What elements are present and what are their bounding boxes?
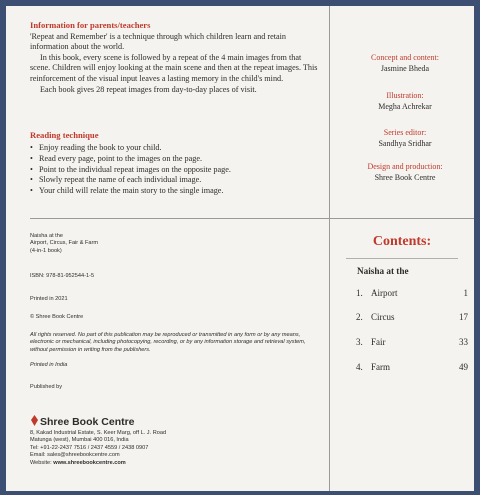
credit-name: Sandhya Sridhar bbox=[378, 138, 432, 148]
credit-design bbox=[340, 162, 470, 183]
parents-heading: Information for parents/teachers bbox=[30, 20, 151, 30]
toc-page: 49 bbox=[459, 362, 468, 372]
credit-name: Jasmine Bheda bbox=[380, 63, 430, 73]
phone: Tel: +91-22-2437 7516 / 2437 4559 / 2438 0907 bbox=[30, 444, 149, 451]
published-by: Published by bbox=[30, 384, 63, 390]
reading-item: • Your child will relate the main story to the single image. bbox=[30, 186, 320, 197]
toc-page: 17 bbox=[459, 312, 468, 322]
credit-role: Concept and content: bbox=[371, 53, 439, 62]
toc-page: 33 bbox=[459, 337, 468, 347]
toc-label: Fair bbox=[371, 337, 386, 347]
reading-item: • Slowly repeat the name of each individual image. bbox=[30, 175, 320, 186]
rights-notice: All rights reserved. No part of this publication may be reproduced or transmitted in any form or by any means, electronic or mechanical, including photocopying, recording, or by any information storage and retrieval system, without permission in writing from the publishers. bbox=[30, 332, 306, 353]
publisher-address bbox=[30, 430, 322, 467]
printed-year: Printed in 2021 bbox=[30, 296, 68, 302]
reading-list bbox=[30, 143, 320, 197]
reading-item: • Read every page, point to the images on the page. bbox=[30, 154, 320, 165]
info-paragraph-3: Each book gives 28 repeat images from day-to-day places of visit. bbox=[40, 84, 257, 94]
credit-name: Shree Book Centre bbox=[374, 172, 436, 182]
credit-editor bbox=[340, 128, 470, 149]
toc-number: 3. bbox=[356, 337, 363, 347]
book-line: Naisha at the bbox=[30, 233, 63, 239]
isbn: ISBN: 978-81-952544-1-5 bbox=[30, 273, 95, 279]
toc-page: 1 bbox=[463, 288, 468, 298]
publisher-logo-icon bbox=[30, 414, 39, 427]
parents-info bbox=[30, 20, 318, 95]
toc-number: 1. bbox=[356, 288, 363, 298]
credit-role: Illustration: bbox=[386, 91, 424, 100]
credit-concept bbox=[340, 53, 470, 74]
info-paragraph-2: In this book, every scene is followed by a repeat of the 4 main images from that scene. Children will enjoy looking at the main scene and then at the repeat images. This reinforcement of the visual input leaves a lasting memory in the child's mind. bbox=[30, 52, 318, 83]
toc-label: Airport bbox=[371, 288, 398, 298]
reading-item: • Enjoy reading the book to your child. bbox=[30, 143, 320, 154]
copyright: © Shree Book Centre bbox=[30, 314, 84, 320]
book-page bbox=[6, 6, 474, 491]
address-line: Matunga (west), Mumbai 400 016, India bbox=[30, 437, 129, 444]
credit-illustration bbox=[340, 91, 470, 112]
reading-heading: Reading technique bbox=[30, 130, 99, 140]
credit-name: Megha Achrekar bbox=[378, 101, 432, 111]
address-line: 8, Kakad Industrial Estate, S. Keer Marg, off L. J. Road bbox=[30, 430, 167, 436]
toc-label: Circus bbox=[371, 312, 395, 322]
toc-number: 2. bbox=[356, 312, 363, 322]
website-label: Website: bbox=[30, 459, 52, 466]
info-paragraph-1: 'Repeat and Remember' is a technique through which children learn and retain information about the world. bbox=[30, 31, 286, 52]
reading-item: • Point to the individual repeat images on the opposite page. bbox=[30, 165, 320, 176]
contents-subtitle: Naisha at the bbox=[357, 266, 409, 276]
website-line bbox=[30, 460, 322, 467]
credit-role: Design and production: bbox=[367, 162, 443, 171]
website-link[interactable]: www.shreebookcentre.com bbox=[53, 459, 126, 466]
toc-label: Farm bbox=[371, 362, 390, 372]
toc-number: 4. bbox=[356, 362, 363, 372]
publisher-name: Shree Book Centre bbox=[40, 416, 135, 428]
contents-title: Contents: bbox=[372, 234, 432, 249]
book-line: Airport, Circus, Fair & Farm bbox=[30, 240, 99, 247]
email: Email: sales@shreebookcentre.com bbox=[30, 452, 120, 459]
printed-in: Printed in India bbox=[30, 362, 68, 368]
horizontal-divider bbox=[30, 218, 474, 219]
book-line: (4-in-1 book) bbox=[30, 247, 62, 254]
book-title-block bbox=[30, 233, 322, 255]
credit-role: Series editor: bbox=[383, 128, 427, 137]
contents-divider bbox=[346, 258, 458, 259]
vertical-divider bbox=[329, 6, 330, 491]
